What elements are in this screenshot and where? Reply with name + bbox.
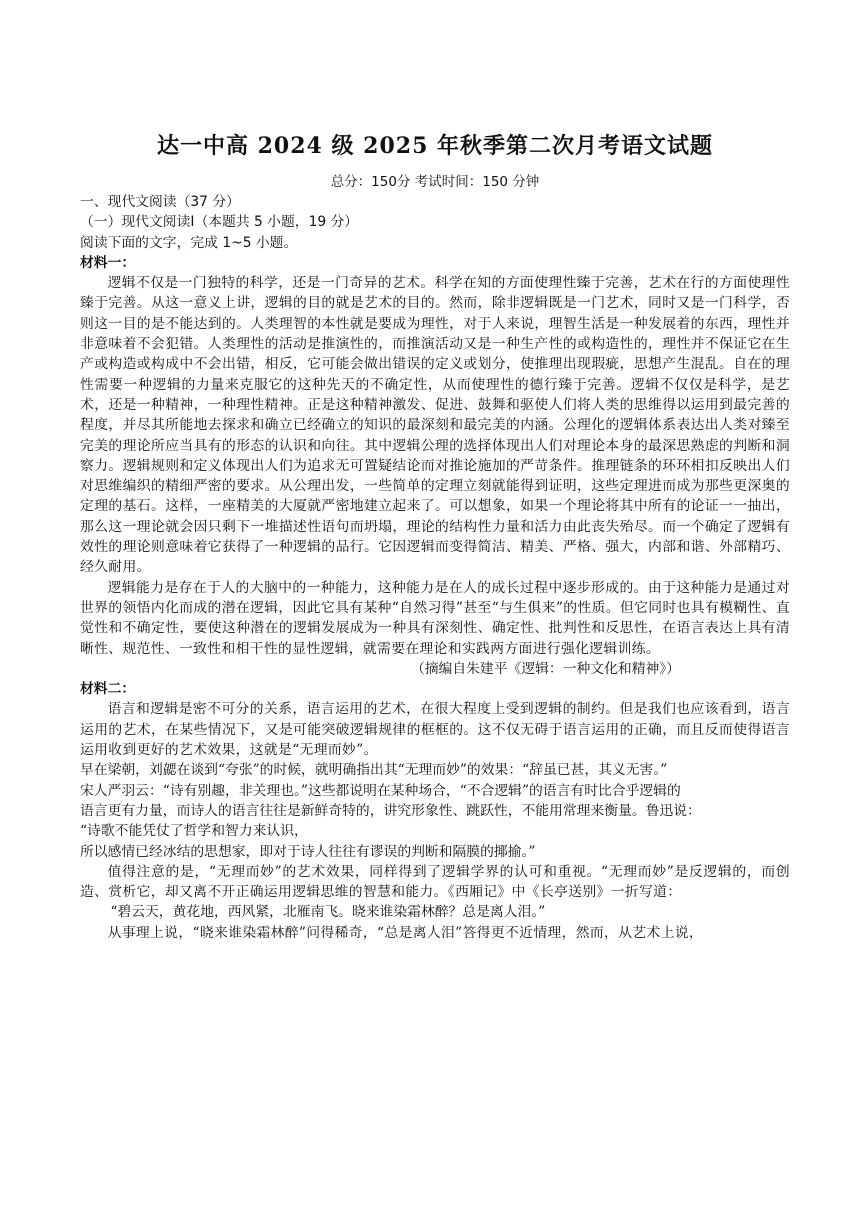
exam-info: 总分：150分 考试时间：150 分钟 bbox=[330, 174, 540, 190]
xixiangji-quote: “碧云天，黄花地，西风紧，北雁南飞。晓来谁染霜林醉？总是离人泪。” bbox=[110, 904, 546, 921]
material-one-label: 材料一： bbox=[80, 254, 136, 271]
material-two-label: 材料二： bbox=[80, 681, 136, 698]
reading-instruction: 阅读下面的文字，完成 1~5 小题。 bbox=[80, 234, 298, 251]
material-one-paragraph: 逻辑能力是存在于人的大脑中的一种能力，这种能力是在人的成长过程中逐步形成的。由于这种能力是通过对世界的领悟内化而成的潜在逻辑，因此它具有某种“自然习得”甚至“与生俱来”的性质。但它同时也具有模糊性、直觉性和不确定性，要使这种潜在的逻辑发展成为一种具有深刻性、确定性、批判性和反思性，在语言表达上具有清晰性、规范性、一致性和相干性的显性逻辑，就需要在理论和实践两方面进行强化逻辑训练。 bbox=[80, 579, 790, 657]
material-two-line: 早在梁朝，刘勰在谈到“夸张”的时候，就明确指出其“无理而妙”的效果：“辞虽已甚，其义无害。” bbox=[80, 762, 668, 779]
material-two-line: 宋人严羽云：“诗有别趣，非关理也。”这些都说明在某种场合，“不合逻辑”的语言有时比合乎逻辑的 bbox=[80, 782, 681, 799]
section-heading: 一、现代文阅读（37 分） bbox=[80, 194, 240, 210]
material-one-source: （摘编自朱建平《逻辑：一种文化和精神》） bbox=[410, 660, 680, 677]
page-title: 达一中高 2024 级 2025 年秋季第二次月考语文试题 bbox=[156, 133, 714, 159]
material-two-paragraph: 值得注意的是，“无理而妙”的艺术效果，同样得到了逻辑学界的认可和重视。“无理而妙”是反逻辑的，而创造、赏析它，却又离不开正确运用逻辑思维的智慧和能力。《西厢记》中《长亭送别》一折写道： bbox=[80, 863, 790, 901]
material-one-paragraph: 逻辑不仅是一门独特的科学，还是一门奇异的艺术。科学在知的方面使理性臻于完善，艺术在行的方面使理性臻于完善。从这一意义上讲，逻辑的目的就是艺术的目的。然而，除非逻辑既是一门艺术，同时又是一门科学，否则这一目的是不能达到的。人类理智的本性就是要成为理性，对于人来说，理智生活是一种发展着的东西，理性并非意味着不会犯错。人类理性的活动是推演性的，而推演活动又是一种生产性的或构造性的，理性并不保证它在生产或构造或构成中不会出错，相反，它可能会做出错误的定义或划分，使推理出现瑕疵，思想产生混乱。自在的理性需要一种逻辑的力量来克服它的这种先天的不确定性，从而使理性的德行臻于完善。逻辑不仅仅是科学，是艺术，还是一种精神，一种理性精神。正是这种精神激发、促进、鼓舞和驱使人们将人类的思维得以运用到最完善的程度，并尽其所能地去探求和确立已经确立的知识的最深刻和最完美的内涵。公理化的逻辑体系表达出人类对臻至完美的理论所应当具有的形态的认识和向往。其中逻辑公理的选择体现出人们对理论本身的最深思熟虑的判断和洞察力。逻辑规则和定义体现出人们为追求无可置疑结论而对推论施加的严苛条件。推理链条的环环相扣反映出人们对思维编织的精细严密的要求。从公理出发，一些简单的定理立刻就能得到证明，这些定理进而成为那些更深奥的定理的基石。这样，一座精美的大厦就严密地建立起来了。可以想象，如果一个理论将其中所有的论证一一抽出，那么这一理论就会因只剩下一堆描述性语句而坍塌，理论的结构性力量和活力由此丧失殆尽。而一个确定了逻辑有效性的理论则意味着它获得了一种逻辑的品行。它因逻辑而变得简洁、精美、严格、强大，内部和谐、外部精巧、经久耐用。 bbox=[80, 275, 790, 576]
material-two-line: 语言更有力量，而诗人的语言往往是新鲜奇特的，讲究形象性、跳跃性，不能用常理来衡量。鲁迅说： bbox=[80, 802, 701, 819]
material-two-line: 所以感情已经冰结的思想家，即对于诗人往往有谬误的判断和隔膜的揶揄。” bbox=[80, 843, 536, 860]
material-two-paragraph: 从事理上说，“晓来谁染霜林醉”问得稀奇，“总是离人泪”答得更不近情理，然而，从艺术上说， bbox=[107, 924, 704, 941]
sub-section-heading: （一）现代文阅读Ⅰ（本题共 5 小题，19 分） bbox=[80, 214, 359, 231]
material-two-line: “诗歌不能凭仗了哲学和智力来认识， bbox=[80, 823, 308, 840]
material-two-paragraph: 语言和逻辑是密不可分的关系，语言运用的艺术，在很大程度上受到逻辑的制约。但是我们也应该看到，语言运用的艺术，在某些情况下，又是可能突破逻辑规律的框框的。这不仅无碍于语言运用的正确，而且反而使得语言运用收到更好的艺术效果，这就是“无理而妙”。 bbox=[80, 701, 790, 759]
